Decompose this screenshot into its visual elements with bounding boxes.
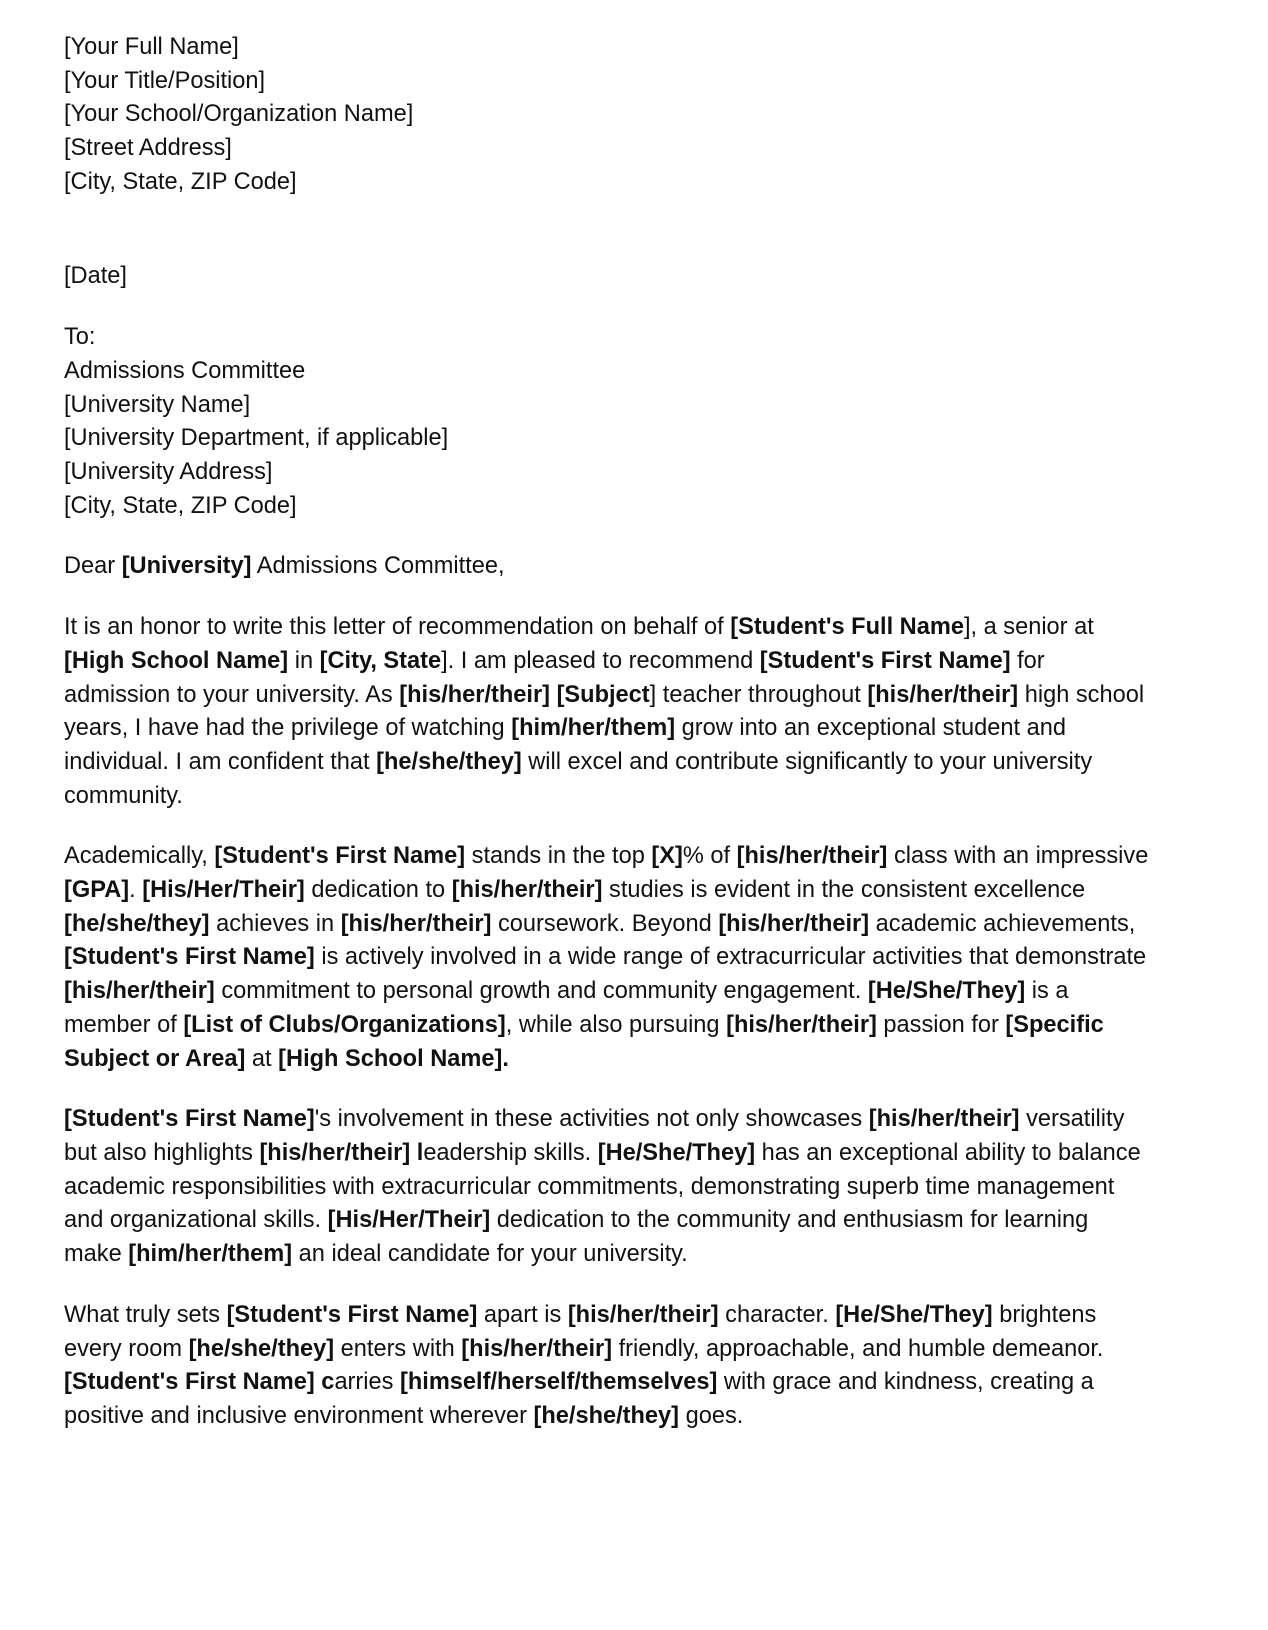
body-text: ], a senior at bbox=[963, 614, 1094, 641]
body-text: stands in the top bbox=[465, 843, 652, 870]
placeholder-field: [his/her/their] [Subject bbox=[399, 681, 650, 708]
placeholder-field: [his/her/their] bbox=[736, 843, 888, 870]
body-text: enters with bbox=[334, 1335, 462, 1362]
sender-address-block bbox=[64, 31, 1152, 200]
placeholder-field: [Student's Full Name bbox=[730, 614, 964, 641]
body-text: studies is evident in the consistent excellence bbox=[602, 877, 1086, 904]
body-text: eadership skills. bbox=[423, 1139, 598, 1166]
activities-paragraph bbox=[64, 1103, 1152, 1272]
placeholder-field: [his/her/their] bbox=[64, 978, 215, 1005]
placeholder-field: [Student's First Name] bbox=[759, 647, 1011, 674]
placeholder-field: [High School Name] bbox=[64, 647, 289, 674]
body-text: arries bbox=[334, 1369, 400, 1396]
placeholder-field: [Student's First Name] bbox=[226, 1301, 478, 1328]
body-text: with grace and kindness, creating a positive and inclusive environment wherever bbox=[64, 1369, 1094, 1429]
body-text: versatility but also highlights bbox=[64, 1106, 1125, 1166]
academics-paragraph bbox=[64, 840, 1152, 1076]
body-text: will excel and contribute significantly to your university community. bbox=[64, 748, 1093, 809]
placeholder-field: [X] bbox=[651, 843, 683, 870]
placeholder-field: [him/her/them] bbox=[128, 1241, 293, 1268]
placeholder-field: [his/her/their] bbox=[451, 877, 603, 904]
placeholder-field: [his/her/their] bbox=[867, 681, 1019, 708]
placeholder-field: [He/She/They] bbox=[597, 1139, 756, 1166]
body-text: academic achievements, bbox=[869, 910, 1136, 937]
recipient-to-label: To: bbox=[64, 324, 96, 351]
body-text: in bbox=[288, 647, 320, 674]
placeholder-field: [His/Her/Their] bbox=[327, 1207, 491, 1234]
placeholder-field: [him/her/them] bbox=[511, 715, 676, 742]
body-text: , while also pursuing bbox=[505, 1011, 727, 1038]
recipient-department: [University Department, if applicable] bbox=[64, 425, 449, 452]
body-text: coursework. Beyond bbox=[491, 910, 719, 937]
recipient-university: [University Name] bbox=[64, 391, 251, 418]
placeholder-field: [he/she/they] bbox=[533, 1402, 680, 1429]
intro-paragraph bbox=[64, 611, 1152, 813]
body-text: at bbox=[245, 1045, 279, 1072]
letter-date: [Date] bbox=[64, 262, 127, 289]
placeholder-field: [he/she/they] bbox=[376, 748, 522, 775]
sender-title: [Your Title/Position] bbox=[64, 67, 266, 94]
placeholder-field: [he/she/they] bbox=[188, 1335, 335, 1362]
body-text: What truly sets bbox=[64, 1301, 227, 1328]
placeholder-field: [Student's First Name] bbox=[64, 1106, 315, 1133]
body-text: character. bbox=[718, 1301, 836, 1328]
placeholder-field: [himself/herself/themselves] bbox=[400, 1369, 718, 1396]
placeholder-field: [his/her/their] bbox=[868, 1106, 1020, 1133]
body-text: Admissions Committee, bbox=[251, 553, 505, 580]
recipient-address-block bbox=[64, 321, 1152, 523]
placeholder-field: [GPA] bbox=[64, 877, 130, 904]
body-text: achieves in bbox=[209, 910, 341, 937]
placeholder-field: [Student's First Name] bbox=[64, 944, 315, 971]
body-text: commitment to personal growth and community engagement. bbox=[214, 978, 868, 1005]
placeholder-field: [his/her/their] bbox=[340, 910, 492, 937]
placeholder-field: [he/she/they] bbox=[64, 910, 210, 937]
recipient-address: [University Address] bbox=[64, 459, 273, 486]
placeholder-field: [List of Clubs/Organizations] bbox=[183, 1011, 506, 1038]
recipient-committee: Admissions Committee bbox=[64, 357, 306, 384]
placeholder-field: [He/She/They] bbox=[835, 1301, 993, 1328]
body-text: friendly, approachable, and humble demeanor. bbox=[612, 1335, 1104, 1362]
placeholder-field: [His/Her/Their] bbox=[142, 877, 305, 904]
placeholder-field: [his/her/their] bbox=[461, 1335, 613, 1362]
sender-name: [Your Full Name] bbox=[64, 34, 239, 60]
body-text: ] teacher throughout bbox=[649, 681, 868, 708]
body-text: high school years, I have had the privilege of watching bbox=[64, 681, 1145, 742]
sender-street: [Street Address] bbox=[64, 135, 232, 162]
body-text: ]. I am pleased to recommend bbox=[441, 647, 760, 674]
recipient-city: [City, State, ZIP Code] bbox=[64, 492, 297, 519]
placeholder-field: [his/her/their] bbox=[726, 1011, 877, 1038]
body-text: Academically, bbox=[64, 843, 215, 870]
letter-body bbox=[64, 550, 1152, 1433]
body-text: an ideal candidate for your university. bbox=[292, 1241, 688, 1268]
placeholder-field: [his/her/their] l bbox=[259, 1139, 424, 1166]
body-text: grow into an exceptional student and individual. I am confident that bbox=[64, 715, 1066, 775]
character-paragraph bbox=[64, 1299, 1152, 1434]
salutation bbox=[64, 550, 1152, 584]
placeholder-field: [Student's First Name] bbox=[214, 843, 466, 870]
placeholder-field: [He/She/They] bbox=[867, 978, 1026, 1005]
placeholder-field: [his/her/their] bbox=[718, 910, 870, 937]
body-text: for admission to your university. As bbox=[64, 647, 1045, 708]
placeholder-field: [High School Name]. bbox=[278, 1045, 509, 1072]
placeholder-field: [Student's First Name] c bbox=[64, 1369, 335, 1396]
body-text: apart is bbox=[477, 1301, 568, 1328]
body-text: is a member of bbox=[64, 978, 1069, 1038]
body-text: goes. bbox=[679, 1402, 744, 1429]
placeholder-field: [Specific Subject or Area] bbox=[64, 1011, 1104, 1072]
body-text: Dear bbox=[64, 553, 122, 580]
body-text: brightens every room bbox=[64, 1301, 1097, 1362]
body-text: dedication to bbox=[304, 877, 452, 904]
body-text: 's involvement in these activities not only showcases bbox=[314, 1106, 869, 1133]
body-text: is actively involved in a wide range of extracurricular activities that demonstrate bbox=[314, 944, 1147, 971]
sender-organization: [Your School/Organization Name] bbox=[64, 101, 414, 128]
placeholder-field: [his/her/their] bbox=[567, 1301, 719, 1328]
body-text: has an exceptional ability to balance academic responsibilities with extracurricular commitments, demonstrating superb time management and organizational skills. bbox=[64, 1139, 1141, 1234]
body-text: passion for bbox=[876, 1011, 1006, 1038]
body-text: % of bbox=[682, 843, 737, 870]
body-text: dedication to the community and enthusiasm for learning make bbox=[64, 1207, 1089, 1268]
sender-city: [City, State, ZIP Code] bbox=[64, 168, 297, 195]
placeholder-field: [City, State bbox=[319, 647, 442, 674]
body-text: class with an impressive bbox=[887, 843, 1149, 870]
placeholder-field: [University] bbox=[121, 553, 252, 580]
body-text: It is an honor to write this letter of recommendation on behalf of bbox=[64, 614, 731, 641]
body-text: . bbox=[129, 877, 143, 904]
